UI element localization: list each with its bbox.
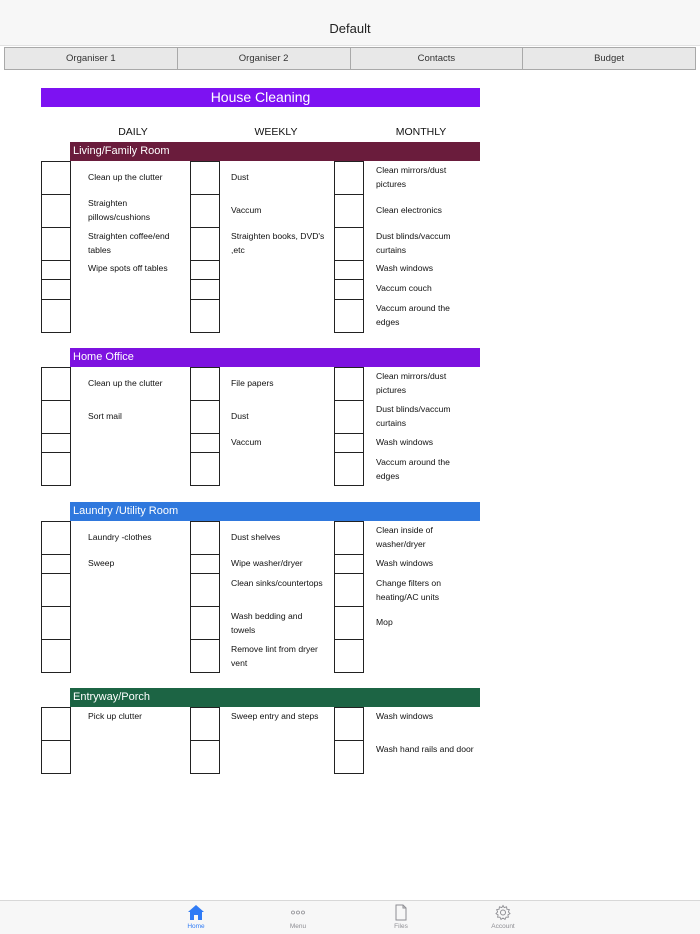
checkbox[interactable] <box>190 433 220 453</box>
nav-files[interactable] <box>376 904 426 934</box>
task-label: Wash windows <box>376 437 433 447</box>
task-label: Vaccum around the edges <box>376 303 450 327</box>
task-label: Mop <box>376 617 393 627</box>
nav-menu[interactable] <box>273 904 323 934</box>
checkbox[interactable] <box>190 227 220 261</box>
checkbox[interactable] <box>41 367 71 401</box>
task-label: Wash hand rails and door <box>376 744 474 754</box>
task-label: Straighten books, DVD's ,etc <box>231 231 325 255</box>
checkbox[interactable] <box>41 279 71 300</box>
task-label: Clean mirrors/dust pictures <box>376 371 447 395</box>
checkbox[interactable] <box>41 740 71 774</box>
task-label: Clean electronics <box>376 205 442 215</box>
task-label: Straighten pillows/cushions <box>88 198 151 222</box>
checkbox[interactable] <box>41 161 71 195</box>
checkbox[interactable] <box>334 433 364 453</box>
sheet-title: House Cleaning <box>41 88 480 107</box>
checkbox[interactable] <box>190 554 220 574</box>
task-label: Dust blinds/vaccum curtains <box>376 404 451 428</box>
task-label: Wash windows <box>376 558 433 568</box>
checkbox[interactable] <box>41 452 71 486</box>
checkbox[interactable] <box>41 573 71 607</box>
task-label: Vaccum around the edges <box>376 457 450 481</box>
task-label: Wash windows <box>376 711 433 721</box>
checkbox[interactable] <box>41 433 71 453</box>
task-label: Remove lint from dryer vent <box>231 644 318 668</box>
task-label: Clean up the clutter <box>88 378 163 388</box>
checkbox[interactable] <box>334 194 364 228</box>
checkbox[interactable] <box>41 554 71 574</box>
checkbox[interactable] <box>334 260 364 280</box>
tab-budget[interactable]: Budget <box>523 47 696 70</box>
task-label: Pick up clutter <box>88 711 142 721</box>
checkbox[interactable] <box>41 606 71 640</box>
nav-account-label: Account <box>491 923 515 930</box>
checkbox[interactable] <box>334 299 364 333</box>
task-label: Wipe spots off tables <box>88 263 168 273</box>
top-navigation-bar <box>0 0 700 46</box>
checkbox[interactable] <box>41 227 71 261</box>
checkbox[interactable] <box>190 740 220 774</box>
task-label: Vaccum <box>231 205 262 215</box>
nav-menu-label: Menu <box>289 923 307 930</box>
task-label: Straighten coffee/end tables <box>88 231 170 255</box>
checkbox[interactable] <box>190 400 220 434</box>
file-icon <box>392 904 410 921</box>
checkbox[interactable] <box>190 367 220 401</box>
checkbox[interactable] <box>334 400 364 434</box>
task-label: Clean inside of washer/dryer <box>376 525 433 549</box>
section-header-entryway-porch: Entryway/Porch <box>70 688 480 707</box>
section-header-laundry-utility-room: Laundry /Utility Room <box>70 502 480 521</box>
column-header-weekly: WEEKLY <box>254 126 298 138</box>
column-header-daily: DAILY <box>118 126 148 138</box>
nav-home-label: Home <box>187 923 205 930</box>
checkbox[interactable] <box>41 521 71 555</box>
task-label: Sweep entry and steps <box>231 711 319 721</box>
checkbox[interactable] <box>190 521 220 555</box>
page-title: Default <box>329 21 371 36</box>
checkbox[interactable] <box>41 194 71 228</box>
checkbox[interactable] <box>190 279 220 300</box>
checkbox[interactable] <box>334 452 364 486</box>
task-label: Clean sinks/countertops <box>231 578 323 588</box>
bottom-tab-bar <box>0 900 700 934</box>
column-header-monthly: MONTHLY <box>395 126 447 138</box>
task-label: Dust <box>231 172 249 182</box>
checkbox[interactable] <box>41 639 71 673</box>
checkbox[interactable] <box>41 260 71 280</box>
checkbox[interactable] <box>190 194 220 228</box>
section-header-living-family-room: Living/Family Room <box>70 142 480 161</box>
checkbox[interactable] <box>334 367 364 401</box>
checkbox[interactable] <box>190 639 220 673</box>
tab-contacts[interactable]: Contacts <box>351 47 524 70</box>
nav-account[interactable] <box>478 904 528 934</box>
checkbox[interactable] <box>334 279 364 300</box>
checkbox[interactable] <box>190 299 220 333</box>
checkbox[interactable] <box>334 521 364 555</box>
checkbox[interactable] <box>334 227 364 261</box>
task-label: Change filters on heating/AC units <box>376 578 441 602</box>
nav-home[interactable] <box>171 904 221 934</box>
task-label: Vaccum <box>231 437 262 447</box>
task-label: Wipe washer/dryer <box>231 558 303 568</box>
task-label: Vaccum couch <box>376 283 432 293</box>
checkbox[interactable] <box>41 707 71 741</box>
task-label: Dust <box>231 411 249 421</box>
nav-files-label: Files <box>394 923 408 930</box>
checkbox[interactable] <box>334 573 364 607</box>
tab-organiser-1[interactable]: Organiser 1 <box>4 47 178 70</box>
home-icon <box>187 904 205 921</box>
tab-bar <box>4 47 696 70</box>
checkbox[interactable] <box>190 260 220 280</box>
checkbox[interactable] <box>190 707 220 741</box>
checkbox[interactable] <box>334 606 364 640</box>
task-label: Dust blinds/vaccum curtains <box>376 231 451 255</box>
checkbox[interactable] <box>334 707 364 741</box>
task-label: Laundry -clothes <box>88 532 152 542</box>
tab-organiser-2[interactable]: Organiser 2 <box>178 47 351 70</box>
checkbox[interactable] <box>334 740 364 774</box>
checkbox[interactable] <box>41 400 71 434</box>
task-label: Wash bedding and towels <box>231 611 303 635</box>
task-label: File papers <box>231 378 274 388</box>
checkbox[interactable] <box>190 452 220 486</box>
task-label: Sort mail <box>88 411 122 421</box>
task-label: Clean up the clutter <box>88 172 163 182</box>
checkbox[interactable] <box>334 639 364 673</box>
checkbox[interactable] <box>190 573 220 607</box>
checkbox[interactable] <box>334 554 364 574</box>
checkbox[interactable] <box>190 161 220 195</box>
checkbox[interactable] <box>334 161 364 195</box>
section-header-home-office: Home Office <box>70 348 480 367</box>
more-icon <box>289 904 307 921</box>
task-label: Sweep <box>88 558 115 568</box>
task-label: Wash windows <box>376 263 433 273</box>
task-label: Clean mirrors/dust pictures <box>376 165 447 189</box>
gear-icon <box>494 904 512 921</box>
task-label: Dust shelves <box>231 532 281 542</box>
checkbox[interactable] <box>41 299 71 333</box>
checkbox[interactable] <box>190 606 220 640</box>
